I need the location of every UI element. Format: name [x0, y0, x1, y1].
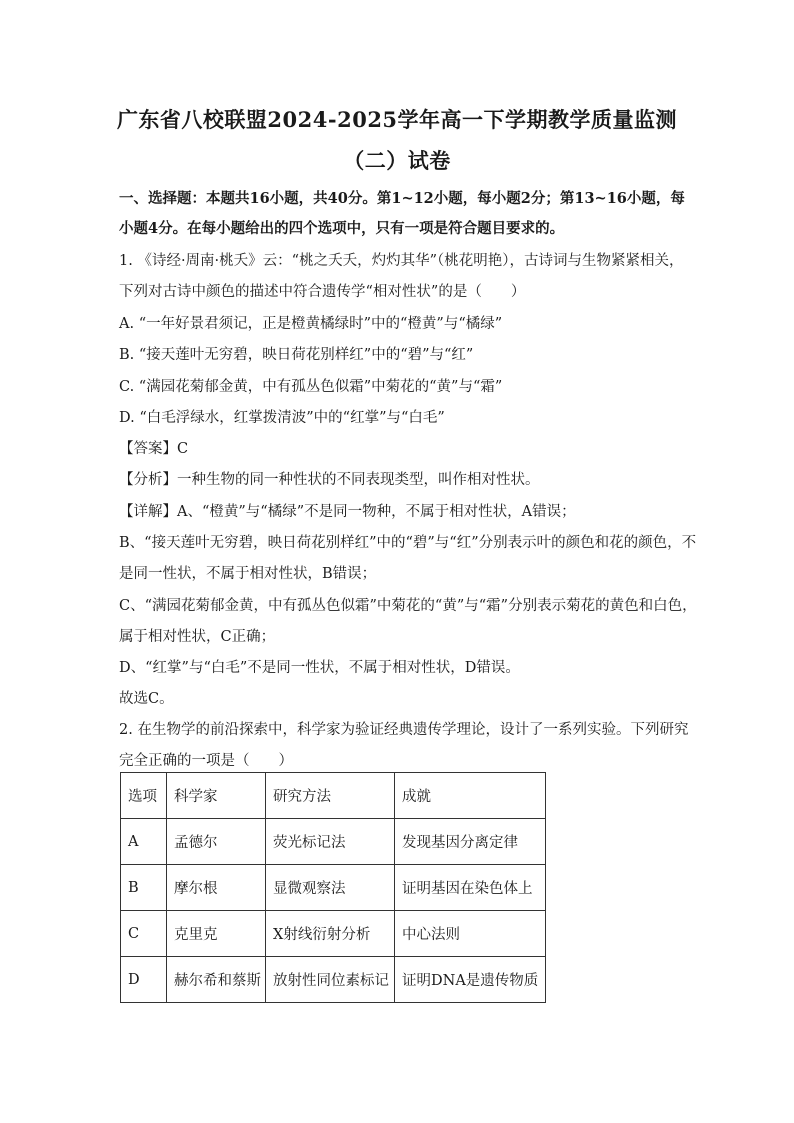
table-cell: 中心法则 [395, 911, 546, 957]
table-header-row [121, 773, 546, 819]
q1-detail-line4: C、“满园花菊郁金黄，中有孤丛色似霜”中菊花的“黄”与“霜”分别表示菊花的黄色和白色， [119, 598, 697, 614]
table-cell: 荧光标记法 [266, 819, 395, 865]
table-cell: 赫尔希和蔡斯 [167, 957, 266, 1003]
q2-options-table [120, 772, 546, 1003]
table-header-cell: 选项 [121, 773, 167, 819]
table-header-cell: 科学家 [167, 773, 266, 819]
table-row [121, 957, 546, 1003]
table-cell: 摩尔根 [167, 865, 266, 911]
q1-option-a: A. “一年好景君须记，正是橙黄橘绿时”中的“橙黄”与“橘绿” [119, 316, 503, 332]
document-subtitle: （二）试卷 [343, 148, 451, 173]
table-cell: D [121, 957, 167, 1003]
q1-detail-line1: 【详解】A、“橙黄”与“橘绿”不是同一物种，不属于相对性状，A错误； [119, 504, 576, 520]
q1-conclusion: 故选C。 [119, 691, 174, 707]
document-title: 广东省八校联盟2024-2025学年高一下学期教学质量监测 [116, 107, 678, 132]
q1-option-d: D. “白毛浮绿水，红掌拨清波”中的“红掌”与“白毛” [119, 410, 445, 426]
q1-option-b: B. “接天莲叶无穷碧，映日荷花别样红”中的“碧”与“红” [119, 347, 474, 363]
table-cell: 孟德尔 [167, 819, 266, 865]
table-cell: 克里克 [167, 911, 266, 957]
table-cell: X射线衍射分析 [266, 911, 395, 957]
table-header-cell: 研究方法 [266, 773, 395, 819]
table-header-cell: 成就 [395, 773, 546, 819]
section-heading-line2: 小题4分。在每小题给出的四个选项中，只有一项是符合题目要求的。 [119, 220, 565, 237]
q1-detail-line3: 是同一性状，不属于相对性状，B错误； [119, 566, 377, 582]
table-cell: A [121, 819, 167, 865]
q1-detail-line2: B、“接天莲叶无穷碧，映日荷花别样红”中的“碧”与“红”分别表示叶的颜色和花的颜色，不 [119, 535, 697, 551]
q1-option-c: C. “满园花菊郁金黄，中有孤丛色似霜”中菊花的“黄”与“霜” [119, 379, 503, 395]
table-cell: 显微观察法 [266, 865, 395, 911]
q2-stem-line1: 2. 在生物学的前沿探索中，科学家为验证经典遗传学理论，设计了一系列实验。下列研究 [119, 722, 689, 738]
table-cell: B [121, 865, 167, 911]
table-cell: 证明基因在染色体上 [395, 865, 546, 911]
q1-detail-line6: D、“红掌”与“白毛”不是同一性状，不属于相对性状，D错误。 [119, 660, 520, 676]
table-cell: 证明DNA是遗传物质 [395, 957, 546, 1003]
q1-answer: 【答案】C [119, 441, 189, 457]
table-cell: 放射性同位素标记 [266, 957, 395, 1003]
table-row [121, 911, 546, 957]
table-cell: 发现基因分离定律 [395, 819, 546, 865]
q1-stem-line2: 下列对古诗中颜色的描述中符合遗传学“相对性状”的是（ ） [119, 284, 526, 300]
q1-detail-line5: 属于相对性状，C正确； [119, 629, 276, 645]
q2-stem-line2: 完全正确的一项是（ ） [119, 753, 293, 769]
section-heading-line1: 一、选择题：本题共16小题，共40分。第1~12小题，每小题2分；第13~16小题，每 [119, 190, 685, 207]
q1-stem-line1: 1. 《诗经·周南·桃夭》云：“桃之夭夭，灼灼其华”（桃花明艳），古诗词与生物紧紧相关， [119, 253, 684, 269]
q1-analysis: 【分析】一种生物的同一种性状的不同表现类型，叫作相对性状。 [119, 472, 540, 488]
table-cell: C [121, 911, 167, 957]
table-row [121, 819, 546, 865]
table-row [121, 865, 546, 911]
